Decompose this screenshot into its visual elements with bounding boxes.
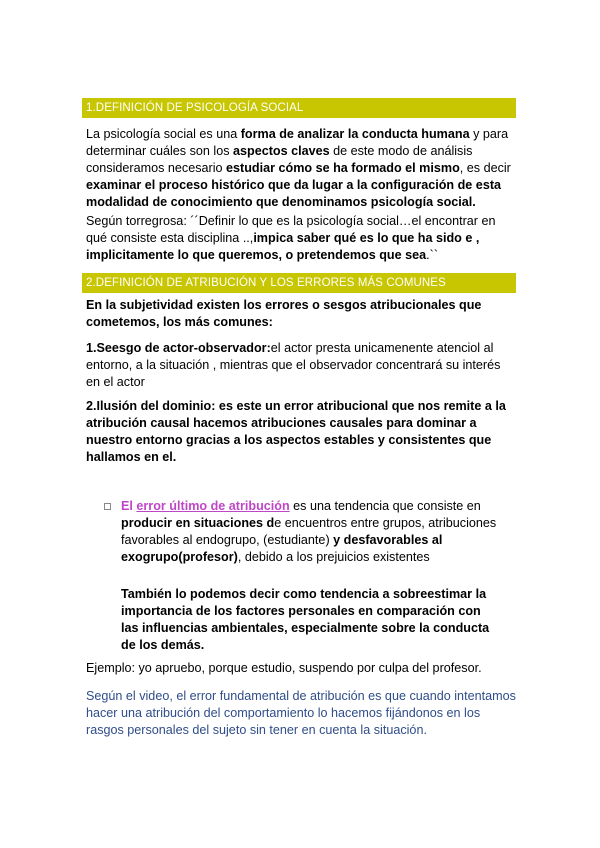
item-actor-observer — [86, 340, 516, 391]
text-run: .`` — [426, 248, 439, 262]
paragraph-example — [86, 660, 516, 677]
paragraph-torregrosa-quote — [86, 213, 516, 264]
text-run-bold: aspectos claves — [233, 144, 330, 158]
text-run-bold: impica saber qué es lo que ha sido e , implicitamente lo que queremos, o pretendemos que sea — [86, 231, 480, 262]
text-run: Según torregrosa: ´´Definir lo que es la psicología social…el encontrar en qué consiste esta disciplina .., — [86, 214, 496, 245]
text-run: y para determinar cuáles son los — [86, 127, 509, 158]
text-run-pink: El — [121, 499, 137, 513]
paragraph-psychology-definition — [86, 126, 516, 211]
paragraph-video-note — [86, 688, 516, 739]
item-illusion-of-control — [86, 398, 516, 466]
example-text: Ejemplo: yo apruebo, porque estudio, suspendo por culpa del profesor. — [86, 661, 482, 675]
video-text: Según el video, el error fundamental de atribución es que cuando intentamos hacer una atribución del comportamiento lo hacemos fijándonos en los rasgos personales del sujeto sin tener en cuenta la situación. — [86, 689, 516, 737]
item-text-bold: 2.Ilusión del dominio: es este un error atribucional que nos remite a la atribución causal hacemos atribuciones causales para dominar a nuestro entorno gracias a los aspectos estables y consistentes que hallamos en el. — [86, 399, 506, 464]
text-run: de este modo de análisis consideramos necesario — [86, 144, 473, 175]
bullet-square-icon — [104, 503, 111, 510]
text-run: , debido a los prejuicios existentes — [237, 550, 430, 564]
bullet-ultimate-attribution-error — [121, 498, 501, 566]
paragraph-intro-errors — [86, 297, 516, 331]
text-run-bold: y desfavorables al exogrupo(profesor) — [121, 533, 443, 564]
section-heading-1: 1.DEFINICIÓN DE PSICOLOGÍA SOCIAL — [82, 98, 516, 118]
text-run-bold: estudiar cómo se ha formado el mismo — [226, 161, 460, 175]
text-run-bold: forma de analizar la conducta humana — [240, 127, 470, 141]
text-run-bold: En la subjetividad existen los errores o sesgos atribucionales que cometemos, los más comunes: — [86, 298, 482, 329]
text-run-bold: examinar el proceso histórico que da lugar a la configuración de esta modalidad de conocimiento que denominamos psicología social. — [86, 178, 502, 209]
item-title: 1.Seesgo de actor-observador: — [86, 341, 271, 355]
section-heading-2: 2.DEFINICIÓN DE ATRIBUCIÓN Y LOS ERRORES MÁS COMUNES — [82, 273, 516, 293]
text-run: e encuentros entre grupos, atribuciones favorables al endogrupo, (estudiante) — [121, 516, 497, 547]
text-run-bold: producir en situaciones d — [121, 516, 275, 530]
text-run: La psicología social es una — [86, 127, 241, 141]
text-run: , es decir — [459, 161, 511, 175]
text-run: es una tendencia que consiste en — [289, 499, 481, 513]
item-text: el actor presta unicamenente atenciol al entorno, a la situación , mientras que el observador concentrará su interés en el actor — [86, 341, 501, 389]
paragraph-also-tendency — [121, 586, 501, 654]
ultimate-attribution-error-link[interactable]: error último de atribución — [136, 499, 290, 513]
text-run-bold: También lo podemos decir como tendencia a sobreestimar la importancia de los factores personales en comparación con las influencias ambientales, especialmente sobre la conducta de los demás. — [121, 587, 490, 652]
